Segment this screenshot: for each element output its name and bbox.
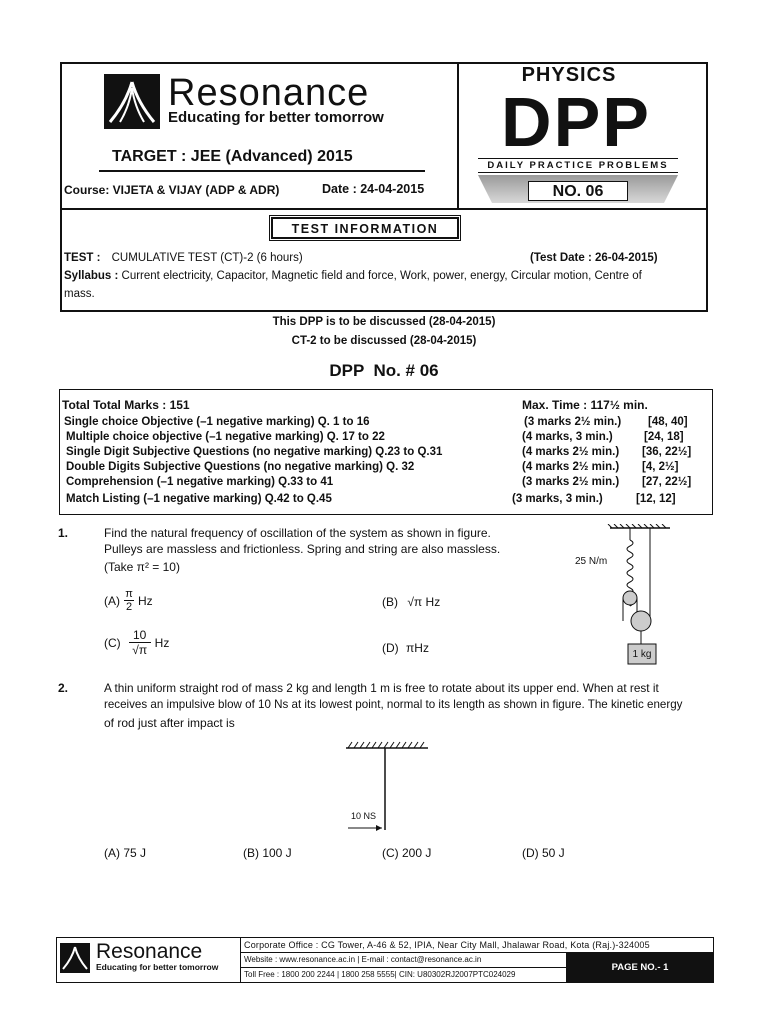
footer-phone: Toll Free : 1800 200 2244 | 1800 258 5555| CIN: U80302RJ2007PTC024029	[244, 970, 516, 979]
option-unit: Hz	[138, 593, 153, 608]
marks-row-totals: [27, 22½]	[642, 476, 692, 488]
test-value: CUMULATIVE TEST (CT)-2 (6 hours)	[111, 252, 303, 264]
question-text: of rod just after impact is	[104, 716, 235, 730]
marks-row-scheme: (4 marks 2½ min.)	[522, 446, 620, 458]
fraction	[129, 628, 151, 657]
footer-brand: Resonance	[96, 940, 203, 963]
fraction	[124, 588, 134, 613]
question-number: 1.	[58, 526, 69, 540]
marks-row-desc: Double Digits Subjective Questions (no negative marking) Q. 32	[66, 461, 415, 473]
syllabus-line	[64, 270, 642, 282]
marks-row-totals: [12, 12]	[636, 493, 676, 505]
marks-row-scheme: (4 marks 2½ min.)	[522, 461, 620, 473]
marks-row-desc: Single choice Objective (–1 negative marking) Q. 1 to 16	[64, 416, 370, 428]
course-date: Date : 24-04-2015	[322, 182, 425, 196]
course-line: Course: VIJETA & VIJAY (ADP & ADR)	[64, 183, 280, 197]
fraction-numerator: π	[125, 588, 133, 600]
page-number: PAGE NO.- 1	[566, 953, 714, 983]
logo-mark-icon	[60, 943, 90, 973]
impulse-label: 10 NS	[351, 811, 377, 821]
target-title: TARGET : JEE (Advanced) 2015	[112, 148, 353, 165]
footer-divider	[240, 937, 241, 983]
total-marks: Total Total Marks : 151	[62, 398, 190, 412]
question-text: (Take π² = 10)	[104, 560, 180, 574]
syllabus-label: Syllabus :	[64, 270, 119, 282]
option-unit: Hz	[154, 635, 170, 650]
option-d[interactable]: (D) 50 J	[522, 846, 565, 860]
option-b[interactable]	[382, 595, 440, 609]
option-label: (A)	[104, 593, 120, 608]
fraction-denominator: √π	[132, 643, 148, 657]
option-a[interactable]	[104, 588, 153, 613]
dpp-title: DPP No. # 06	[329, 361, 439, 380]
question-text: A thin uniform straight rod of mass 2 kg and length 1 m is free to rotate about its upper end. When at rest it	[104, 681, 659, 695]
test-info-title: TEST INFORMATION	[271, 217, 459, 239]
max-time: Max. Time : 117½ min.	[522, 398, 648, 412]
footer-office: Corporate Office : CG Tower, A-46 & 52, IPIA, Near City Mall, Jhalawar Road, Kota (Raj.)-324005	[244, 940, 650, 950]
marks-row-scheme: (3 marks 2½ min.)	[522, 476, 620, 488]
mass-label: 1 kg	[632, 649, 652, 660]
question-number: 2.	[58, 681, 69, 695]
fraction-numerator: 10	[132, 628, 147, 642]
header-divider-horizontal	[60, 208, 708, 210]
syllabus-continued: mass.	[64, 288, 95, 300]
marks-row-totals: [24, 18]	[644, 431, 684, 443]
marks-row-scheme: (3 marks, 3 min.)	[512, 493, 603, 505]
fraction-denominator: 2	[125, 601, 133, 613]
footer-logo	[60, 943, 90, 973]
marks-row-desc: Multiple choice objective (–1 negative marking) Q. 17 to 22	[66, 431, 385, 443]
footer-web: Website : www.resonance.ac.in | E-mail : contact@resonance.ac.in	[244, 955, 482, 964]
option-label: (C)	[104, 635, 121, 650]
marks-row-scheme: (4 marks, 3 min.)	[522, 431, 613, 443]
question-text: Pulleys are massless and frictionless. Spring and string are also massless.	[104, 542, 501, 556]
dpp-number: NO. 06	[528, 181, 628, 201]
option-value: πHz	[406, 641, 429, 655]
subject-title: PHYSICS	[521, 64, 617, 86]
marks-row-desc: Match Listing (–1 negative marking) Q.42 to Q.45	[66, 493, 332, 505]
option-label: (D)	[382, 641, 399, 655]
discussion-line-1: This DPP is to be discussed (28-04-2015)	[272, 316, 496, 328]
question-text: receives an impulsive blow of 10 Ns at its lowest point, normal to its length as shown in figure. The kinetic energy	[104, 698, 683, 711]
brand-name: Resonance	[168, 72, 370, 114]
option-value: √π Hz	[407, 595, 441, 609]
marks-row-desc: Single Digit Subjective Questions (no negative marking) Q.23 to Q.31	[66, 446, 443, 458]
test-date: (Test Date : 26-04-2015)	[530, 252, 658, 264]
option-c[interactable]: (C) 200 J	[382, 846, 432, 860]
spring-constant-label: 25 N/m	[575, 556, 608, 567]
header-divider-vertical	[457, 62, 459, 210]
option-label: (B)	[382, 595, 398, 609]
footer-tagline: Educating for better tomorrow	[96, 962, 219, 972]
test-label: TEST :	[64, 252, 101, 264]
brand-tagline: Educating for better tomorrow	[168, 109, 384, 126]
logo-mark-icon	[104, 74, 160, 129]
marks-row-scheme: (3 marks 2½ min.)	[524, 416, 622, 428]
option-d[interactable]	[382, 641, 429, 655]
test-line	[64, 252, 303, 264]
marks-row-totals: [48, 40]	[648, 416, 688, 428]
question-text: Find the natural frequency of oscillation of the system as shown in figure.	[104, 526, 491, 540]
marks-row-totals: [4, 2½]	[642, 461, 679, 473]
option-b[interactable]: (B) 100 J	[243, 846, 292, 860]
spring-pulley-figure	[568, 524, 678, 670]
target-underline	[99, 170, 425, 172]
marks-row-desc: Comprehension (–1 negative marking) Q.33 to 41	[66, 476, 334, 488]
option-a[interactable]: (A) 75 J	[104, 846, 147, 860]
marks-row-totals: [36, 22½]	[642, 446, 692, 458]
syllabus-text: Current electricity, Capacitor, Magnetic field and force, Work, power, energy, Circular motion, Centre of	[121, 270, 642, 282]
dpp-big: DPP	[501, 83, 651, 161]
resonance-logo	[104, 74, 160, 129]
option-c[interactable]	[104, 628, 169, 657]
dpp-full-name: DAILY PRACTICE PROBLEMS	[478, 158, 678, 173]
discussion-line-2: CT-2 to be discussed (28-04-2015)	[291, 335, 477, 347]
